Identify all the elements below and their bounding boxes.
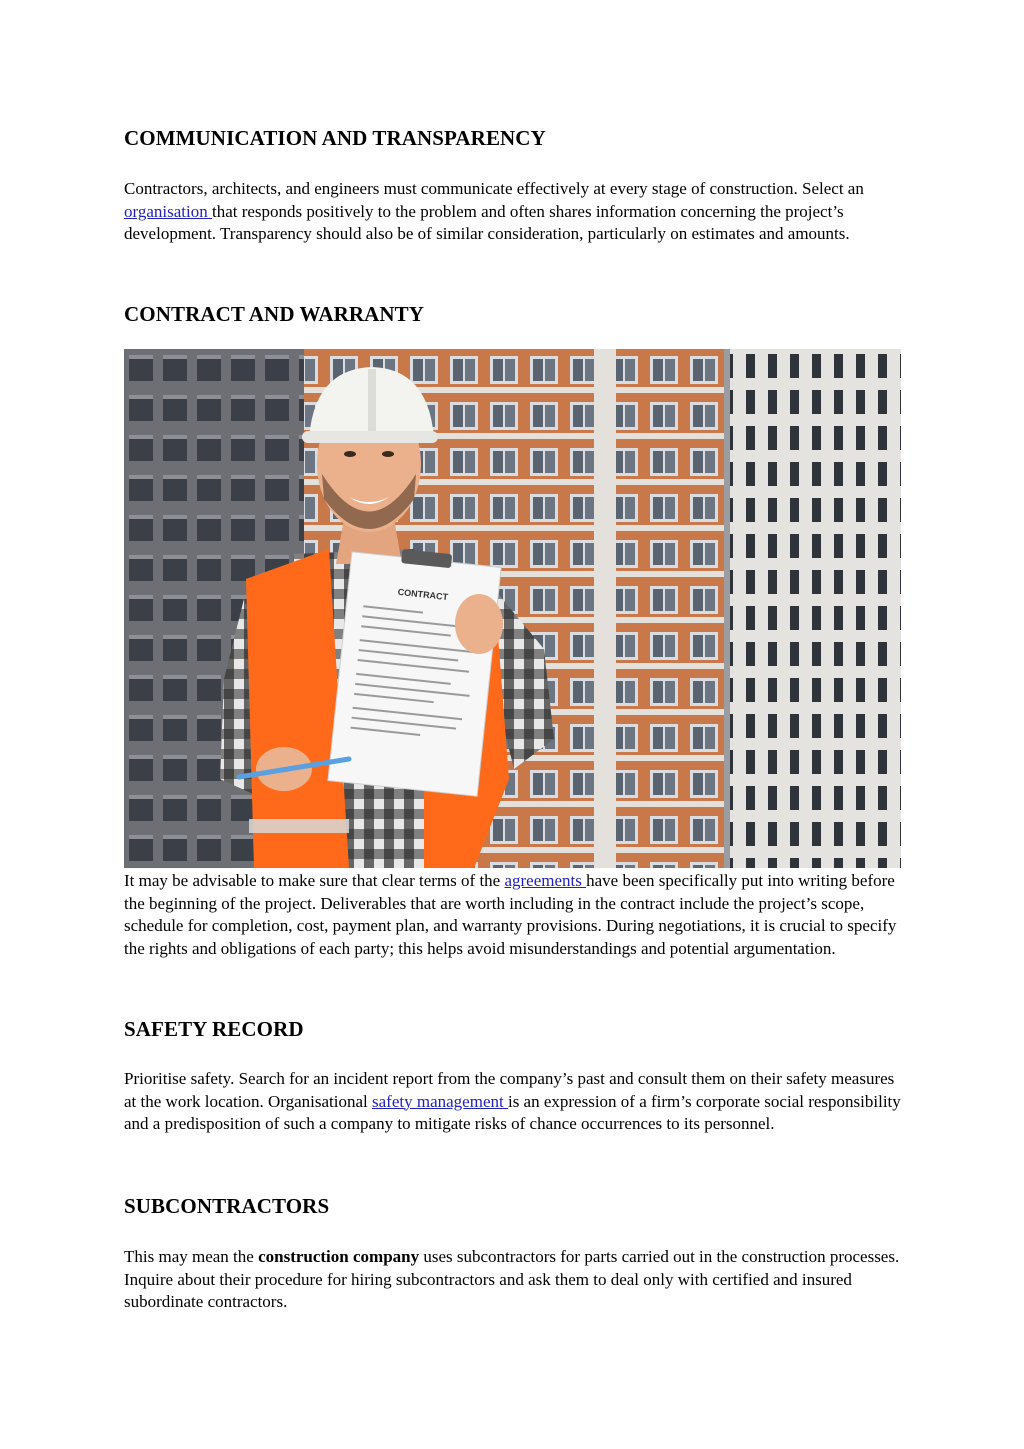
heading-communication: COMMUNICATION AND TRANSPARENCY <box>124 126 546 150</box>
agreements-link[interactable]: agreements <box>504 871 587 890</box>
paragraph-communication: Contractors, architects, and engineers must communicate effectively at every stage of construction. Select an organisation that responds positively to the problem and often shares information concerning the project’s development. Transparency should also be of similar consideration, particularly on estimates and amounts. <box>124 179 864 243</box>
heading-subcontractors: SUBCONTRACTORS <box>124 1194 330 1218</box>
paragraph-safety: Prioritise safety. Search for an incident report from the company’s past and consult them on their safety measures at the work location. Organisational safety management is an expression of a firm’s corporate social responsibility and a predisposition of such a company to mitigate risks of chance occurrences to its personnel. <box>124 1069 901 1133</box>
construction-worker-holding-contract-photo <box>124 349 901 868</box>
paragraph-contract: It may be advisable to make sure that clear terms of the agreements have been specifically put into writing before the beginning of the project. Deliverables that are worth including in the contract include the project’s scope, schedule for completion, cost, payment plan, and warranty provisions. During negotiations, it is crucial to specify the rights and obligations of each party; this helps avoid misunderstandings and potential argumentation. <box>124 871 897 958</box>
paragraph-subcontractors: This may mean the construction company uses subcontractors for parts carried out in the construction processes. Inquire about their procedure for hiring subcontractors and ask them to deal only with certified and insured subordinate contractors. <box>124 1247 900 1311</box>
heading-contract: CONTRACT AND WARRANTY <box>124 302 425 326</box>
organisation-link[interactable]: organisation <box>124 201 212 221</box>
heading-safety: SAFETY RECORD <box>124 1017 304 1041</box>
construction-company-bold: construction company <box>258 1247 420 1266</box>
safety-management-link[interactable]: safety management <box>372 1091 508 1111</box>
clipboard-title: CONTRACT <box>397 586 449 603</box>
